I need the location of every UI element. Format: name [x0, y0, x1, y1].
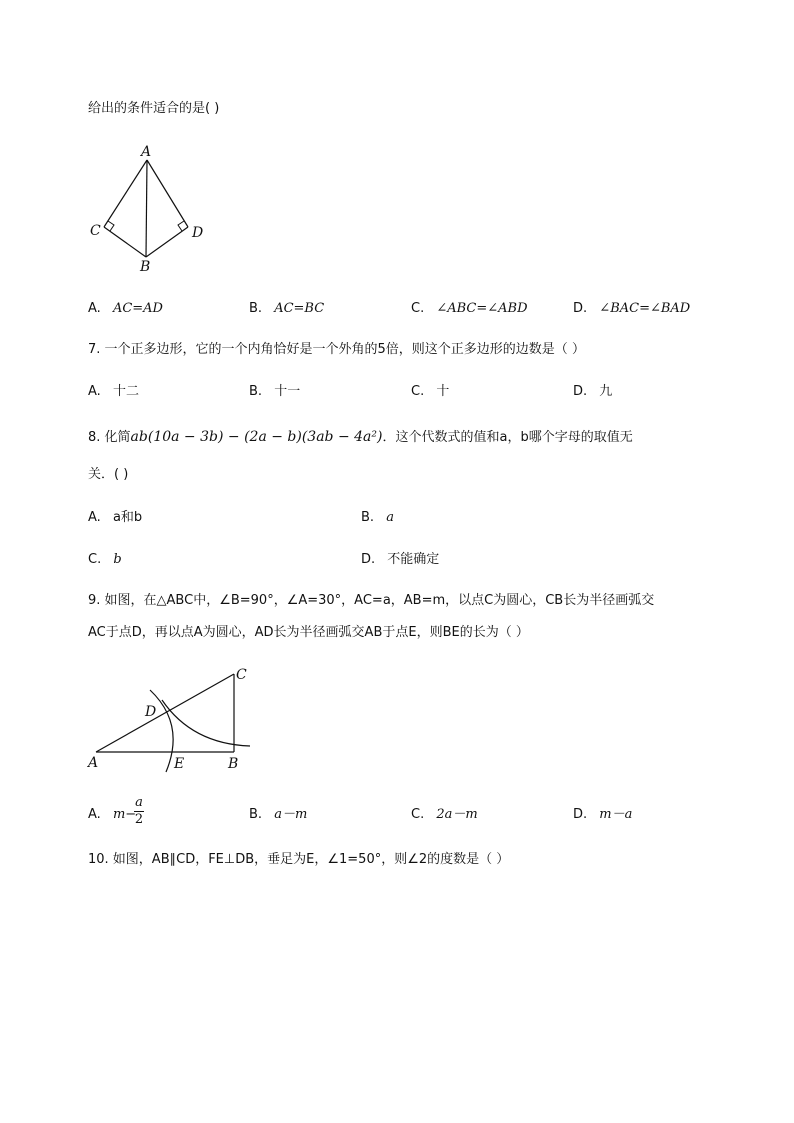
right-angle-mark-C [108, 221, 114, 231]
q8-option-b[interactable] [361, 509, 394, 527]
segment-AD [147, 160, 188, 227]
segment-CB [104, 227, 146, 257]
q8-stem-suffix: ．这个代数式的值和a，b哪个字母的取值无 [382, 430, 633, 445]
label-D: D [192, 225, 204, 241]
option-text: a [386, 510, 394, 525]
segment-DB [146, 227, 188, 257]
q7-option-a[interactable] [88, 383, 139, 401]
option-text: a和b [112, 510, 143, 525]
label-E: E [174, 756, 185, 772]
option-letter: D. [573, 384, 588, 399]
q10-stem: 10. 如图，AB∥CD，FE⊥DB，垂足为E，∠1=50°，则∠2的度数是（ ） [88, 852, 510, 867]
label-A: A [88, 755, 99, 771]
q7-option-b[interactable] [249, 383, 300, 401]
option-text: ∠BAC=∠BAD [599, 301, 691, 316]
option-text-pre: m− [112, 807, 137, 822]
option-text: 十 [436, 384, 450, 399]
q6-stem-tail: 给出的条件适合的是( ) [88, 101, 220, 116]
q8-stem-line2: 关．( ) [88, 467, 129, 482]
option-letter: C. [411, 807, 425, 822]
option-letter: A. [88, 384, 101, 399]
option-letter: B. [249, 807, 263, 822]
option-letter: A. [88, 510, 101, 525]
option-text: 十一 [274, 384, 301, 399]
option-letter: A. [88, 301, 101, 316]
option-text: 2a－m [436, 807, 478, 822]
option-letter: C. [411, 301, 425, 316]
right-angle-mark-D [178, 221, 184, 231]
q8-option-a[interactable] [88, 509, 142, 527]
arc-centered-A [150, 690, 173, 772]
q6-option-b[interactable] [249, 300, 324, 318]
option-text: m－a [599, 807, 633, 822]
q7-option-d[interactable] [573, 383, 612, 401]
q6-option-a[interactable] [88, 300, 163, 318]
option-letter: B. [361, 510, 375, 525]
option-letter: C. [88, 552, 102, 567]
option-letter: A. [88, 807, 101, 822]
option-text: 不能确定 [387, 552, 440, 567]
option-letter: D. [573, 807, 588, 822]
q8-stem-line1 [88, 428, 633, 447]
label-C: C [236, 667, 247, 683]
q9-option-b[interactable] [249, 806, 307, 824]
option-letter: B. [249, 384, 263, 399]
q9-option-c[interactable] [411, 806, 478, 824]
q9-stem-line1: 9. 如图，在△ABC中，∠B=90°，∠A=30°，AC=a，AB=m，以点C为圆心，CB长为半径画弧交 [88, 593, 655, 608]
segment-AC [104, 160, 147, 227]
q9-triangle-figure [82, 660, 262, 775]
q8-stem-prefix: 8. 化简 [88, 430, 131, 445]
option-letter: B. [249, 301, 263, 316]
option-text: 九 [599, 384, 613, 399]
segment-AC [96, 674, 234, 752]
q8-expression: ab(10a − 3b) − (2a − b)(3ab − 4a²) [130, 429, 383, 445]
label-C: C [90, 223, 101, 239]
q7-option-c[interactable] [411, 383, 449, 401]
label-A: A [141, 144, 152, 160]
q9-stem-line2: AC于点D，再以点A为圆心，AD长为半径画弧交AB于点E，则BE的长为（ ） [88, 625, 529, 640]
option-text: 十二 [112, 384, 139, 399]
q8-option-c[interactable] [88, 551, 122, 569]
option-letter: D. [573, 301, 588, 316]
segment-AB [146, 160, 147, 257]
option-text: a－m [274, 807, 308, 822]
q9-option-d[interactable] [573, 806, 632, 824]
option-text: AC=AD [112, 301, 163, 316]
label-D: D [145, 704, 157, 720]
q6-option-c[interactable] [411, 300, 528, 318]
fraction-numerator: a [135, 795, 143, 810]
option-text: AC=BC [274, 301, 325, 316]
option-letter: D. [361, 552, 376, 567]
option-text: b [113, 552, 122, 567]
q9-option-a-fraction [132, 796, 146, 827]
q7-stem: 7. 一个正多边形，它的一个内角恰好是一个外角的5倍，则这个正多边形的边数是（ ） [88, 342, 585, 357]
label-B: B [228, 756, 239, 772]
option-letter: C. [411, 384, 425, 399]
q6-kite-figure [82, 140, 212, 275]
option-text: ∠ABC=∠ABD [436, 301, 528, 316]
fraction-denominator: 2 [134, 812, 144, 827]
label-B: B [140, 259, 151, 275]
q6-option-d[interactable] [573, 300, 690, 318]
q8-option-d[interactable] [361, 551, 439, 569]
q9-option-a[interactable] [88, 806, 136, 824]
